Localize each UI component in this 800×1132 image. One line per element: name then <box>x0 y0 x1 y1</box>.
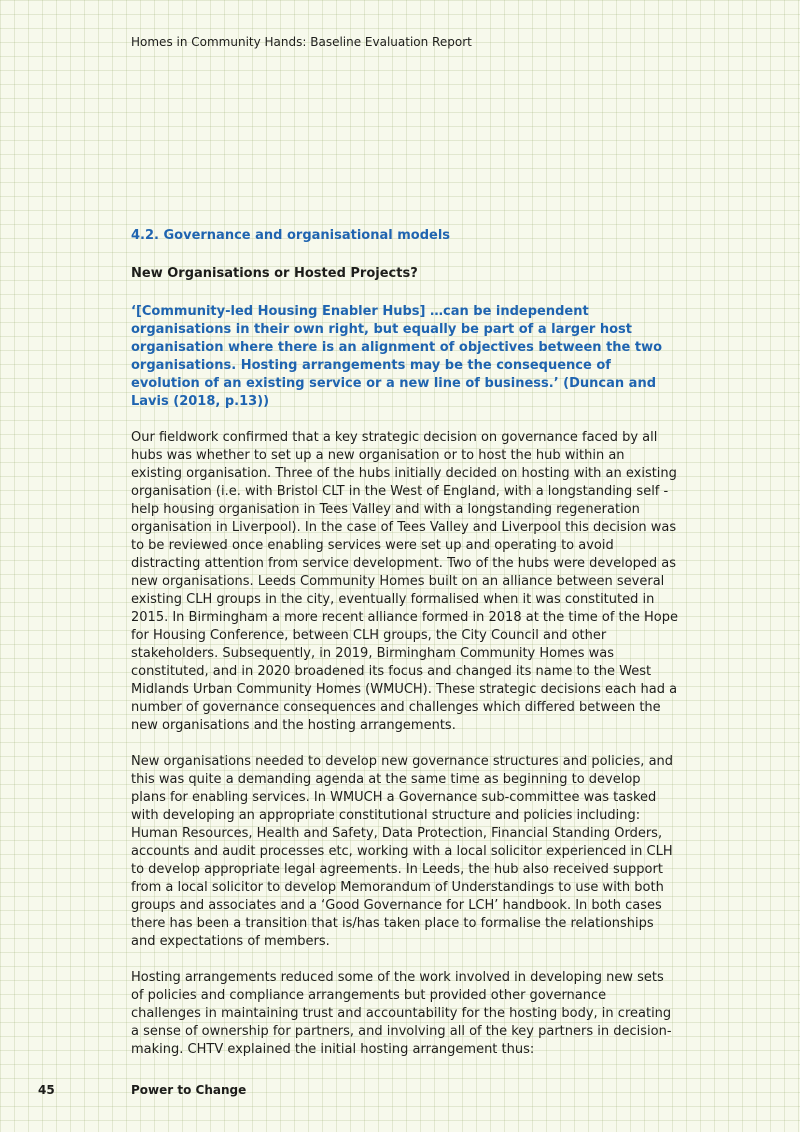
body-paragraph: New organisations needed to develop new governance structures and policies, and this was quite a demanding agenda at the same time as beginning to develop plans for enabling services. In WMUCH a Governance sub-committee was tasked with developing an appropriate constitutional structure and policies including: Human Resources, Health and Safety, Data Protection, Financial Standing Orders, accounts and audit processes etc, working with a local solicitor experienced in CLH to develop appropriate legal agreements. In Leeds, the hub also received support from a local solicitor to develop Memorandum of Understandings to use with both groups and associates and a ‘Good Governance for LCH’ handbook. In both cases there has been a transition that is/has taken place to formalise the relationships and expectations of members. <box>131 754 674 949</box>
page-number: 45 <box>38 1083 55 1097</box>
body-paragraph: Hosting arrangements reduced some of the work involved in developing new sets of policies and compliance arrangements but provided other governance challenges in maintaining trust and accountability for the hosting body, in creating a sense of ownership for partners, and involving all of the key partners in decision-making. CHTV explained the initial hosting arrangement thus: <box>131 970 672 1057</box>
main-content <box>131 227 679 1077</box>
pull-quote: ‘[Community-led Housing Enabler Hubs] …can be independent organisations in their own right, but equally be part of a larger host organisation where there is an alignment of objectives between the two organisations. Hosting arrangements may be the consequence of evolution of an existing service or a new line of business.’ (Duncan and Lavis (2018, p.13)) <box>131 304 663 409</box>
body-paragraph: Our fieldwork confirmed that a key strategic decision on governance faced by all hubs was whether to set up a new organisation or to host the hub within an existing organisation. Three of the hubs initially decided on hosting with an existing organisation (i.e. with Bristol CLT in the West of England, with a longstanding self -help housing organisation in Tees Valley and with a longstanding regeneration organisation in Liverpool). In the case of Tees Valley and Liverpool this decision was to be reviewed once enabling services were set up and operating to avoid distracting attention from service development. Two of the hubs were developed as new organisations. Leeds Community Homes built on an alliance between several existing CLH groups in the city, eventually formalised when it was constituted in 2015. In Birmingham a more recent alliance formed in 2018 at the time of the Hope for Housing Conference, between CLH groups, the City Council and other stakeholders. Subsequently, in 2019, Birmingham Community Homes was constituted, and in 2020 broadened its focus and changed its name to the West Midlands Urban Community Homes (WMUCH). These strategic decisions each had a number of governance consequences and challenges which differed between the new organisations and the hosting arrangements. <box>131 430 678 733</box>
footer-brand: Power to Change <box>131 1083 247 1097</box>
sub-heading: New Organisations or Hosted Projects? <box>131 266 418 281</box>
section-heading: 4.2. Governance and organisational models <box>131 228 451 243</box>
running-header: Homes in Community Hands: Baseline Evaluation Report <box>131 35 472 49</box>
